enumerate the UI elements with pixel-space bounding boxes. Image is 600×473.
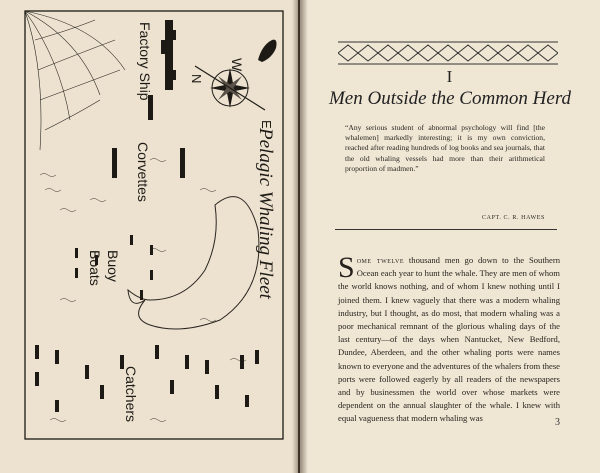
- map-border: [25, 11, 283, 439]
- compass-label-e: E: [259, 120, 274, 129]
- whaling-fleet-map: [0, 0, 298, 473]
- chapter-title: Men Outside the Common Herd: [328, 88, 572, 109]
- whale-silhouette-icon: [258, 40, 277, 62]
- left-page: [0, 0, 298, 473]
- map-title: Pelagic Whaling Fleet: [255, 128, 276, 299]
- catcher-icon: [35, 345, 259, 412]
- buoy-boats-label-line2: Boats: [87, 250, 103, 286]
- net-lines: [25, 11, 125, 150]
- drop-cap: S: [338, 251, 355, 284]
- section-divider: [335, 229, 557, 230]
- compass-label-n: N: [189, 74, 204, 84]
- epigraph-attribution: CAPT. C. R. HAWES: [482, 215, 545, 221]
- buoy-boats-label-line1: Buoy: [105, 250, 121, 282]
- chapter-ornament: [338, 41, 558, 65]
- chapter-number: I: [446, 67, 454, 86]
- body-text: thousand men go down to the Southern Ocean each year to hunt the whale. They are men of whom the world knows nothing, and of whom I knew nothing until I joined them. I knew vaguely that there was a modern whaling industry, but I thought, as do most, that modern whaling was a poor mechanical remnant of the glorious whaling days of the last century—of the days when Nantucket, New Bedford, Dundee, Aberdeen, and the other whaling ports were names known to everyone and the adventures of the whalers from these ports were followed eagerly by all readers of the newspapers and by businessmen the world over whose markets were dependent on the annual slaughter of the whale. I knew with equal vagueness that modern whaling was: [338, 255, 560, 424]
- opening-smallcaps: ome twelve: [356, 255, 405, 265]
- whale-outline: [128, 197, 259, 329]
- book-gutter: [292, 0, 308, 473]
- epigraph: “Any serious student of abnormal psychology will find [the whalemen] markedly interesting; it is my own conviction, reached after reading hundreds of log books and sea journals, that the old whaling vessels had more than their arithmetical proportion of madmen.”: [345, 123, 545, 173]
- factory-ship-label: Factory Ship: [137, 22, 153, 101]
- factory-ship-icon: [161, 20, 176, 90]
- page-number: 3: [555, 417, 560, 428]
- compass-rose-icon: [195, 66, 265, 110]
- catchers-label: Catchers: [123, 366, 139, 423]
- compass-label-w: W: [229, 58, 245, 72]
- corvettes-label: Corvettes: [135, 142, 151, 202]
- body-paragraph: [338, 251, 560, 426]
